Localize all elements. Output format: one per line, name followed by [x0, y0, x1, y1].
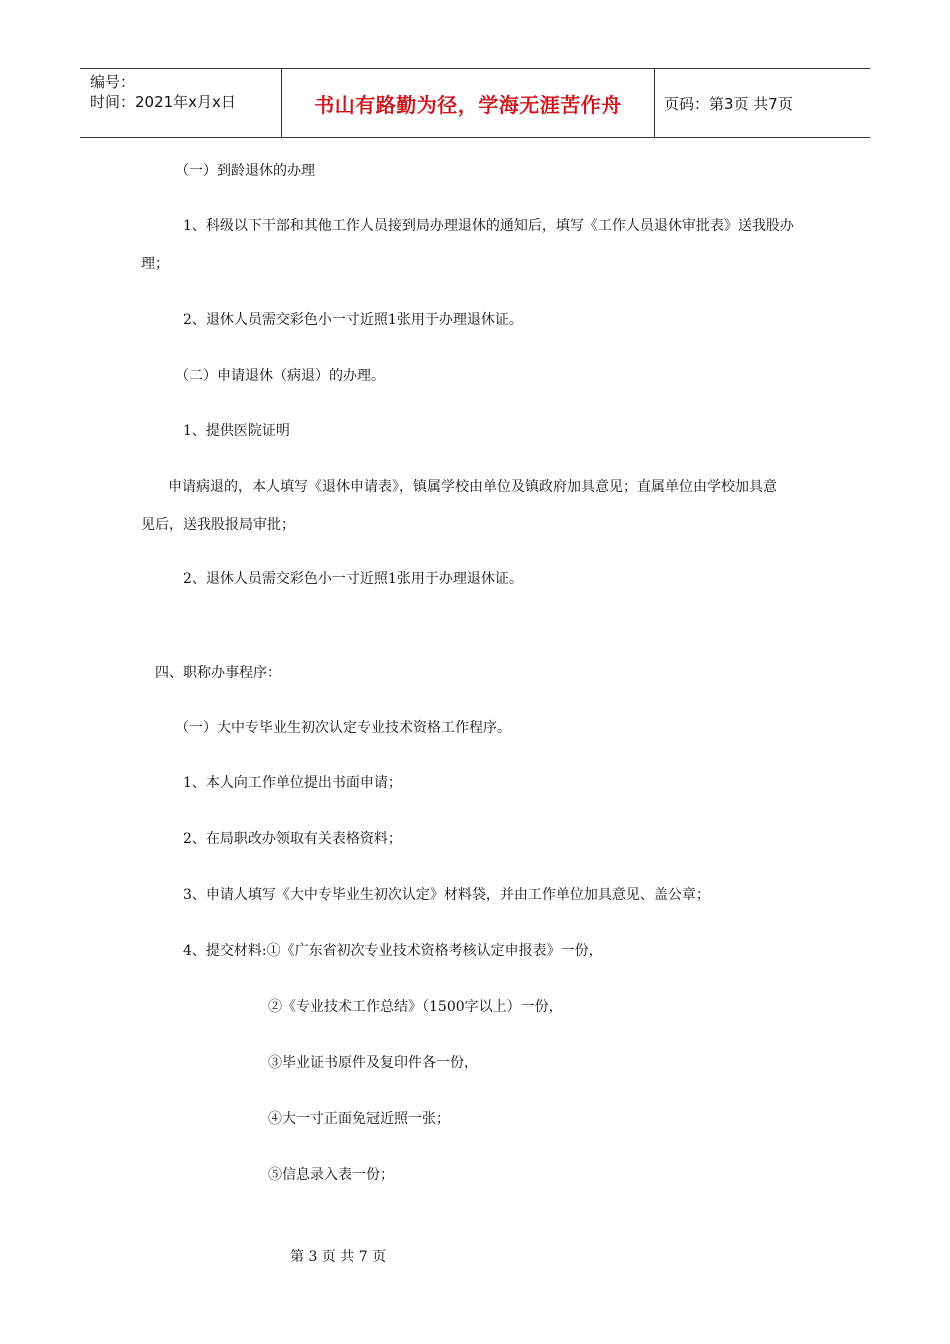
section-heading: 四、职称办事程序： — [155, 665, 281, 681]
footer-page-number: 第 3 页 共 7 页 — [290, 1249, 387, 1265]
section-heading: （一）到龄退休的办理 — [175, 163, 315, 179]
list-item: ④大一寸正面免冠近照一张； — [268, 1111, 450, 1127]
section-heading: （二）申请退休（病退）的办理。 — [175, 368, 385, 384]
paragraph-line: 1、科级以下干部和其他工作人员接到局办理退休的通知后，填写《工作人员退休审批表》送我股办 — [183, 218, 794, 234]
header-motto: 书山有路勤为径，学海无涯苦作舟 — [314, 92, 622, 117]
page-footer — [0, 1246, 950, 1266]
paragraph-line: 1、本人向工作单位提出书面申请； — [183, 775, 402, 791]
list-item: ③毕业证书原件及复印件各一份， — [268, 1055, 478, 1071]
document-number-label: 编号： — [90, 73, 136, 91]
list-item: ②《专业技术工作总结》（1500字以上）一份， — [268, 999, 563, 1015]
paragraph-line: 2、退休人员需交彩色小一寸近照1张用于办理退休证。 — [183, 312, 523, 328]
document-date-label: 时间：2021年x月x日 — [90, 93, 236, 111]
paragraph-line: 2、在局职改办领取有关表格资料； — [183, 831, 402, 847]
header-page-indicator: 页码：第3页 共7页 — [664, 95, 793, 113]
paragraph-line: 1、提供医院证明 — [183, 423, 290, 439]
paragraph-line: 见后，送我股报局审批； — [141, 517, 295, 533]
section-heading: （一）大中专毕业生初次认定专业技术资格工作程序。 — [175, 720, 511, 736]
paragraph-line: 理； — [141, 256, 169, 272]
list-item: ⑤信息录入表一份； — [268, 1167, 394, 1183]
paragraph-line: 申请病退的，本人填写《退休申请表》，镇属学校由单位及镇政府加具意见；直属单位由学校加具意 — [168, 479, 777, 495]
paragraph-line: 4、提交材料:①《广东省初次专业技术资格考核认定申报表》一份， — [183, 943, 603, 959]
paragraph-line: 2、退休人员需交彩色小一寸近照1张用于办理退休证。 — [183, 571, 523, 587]
paragraph-line: 3、申请人填写《大中专毕业生初次认定》材料袋，并由工作单位加具意见、盖公章； — [183, 887, 710, 903]
